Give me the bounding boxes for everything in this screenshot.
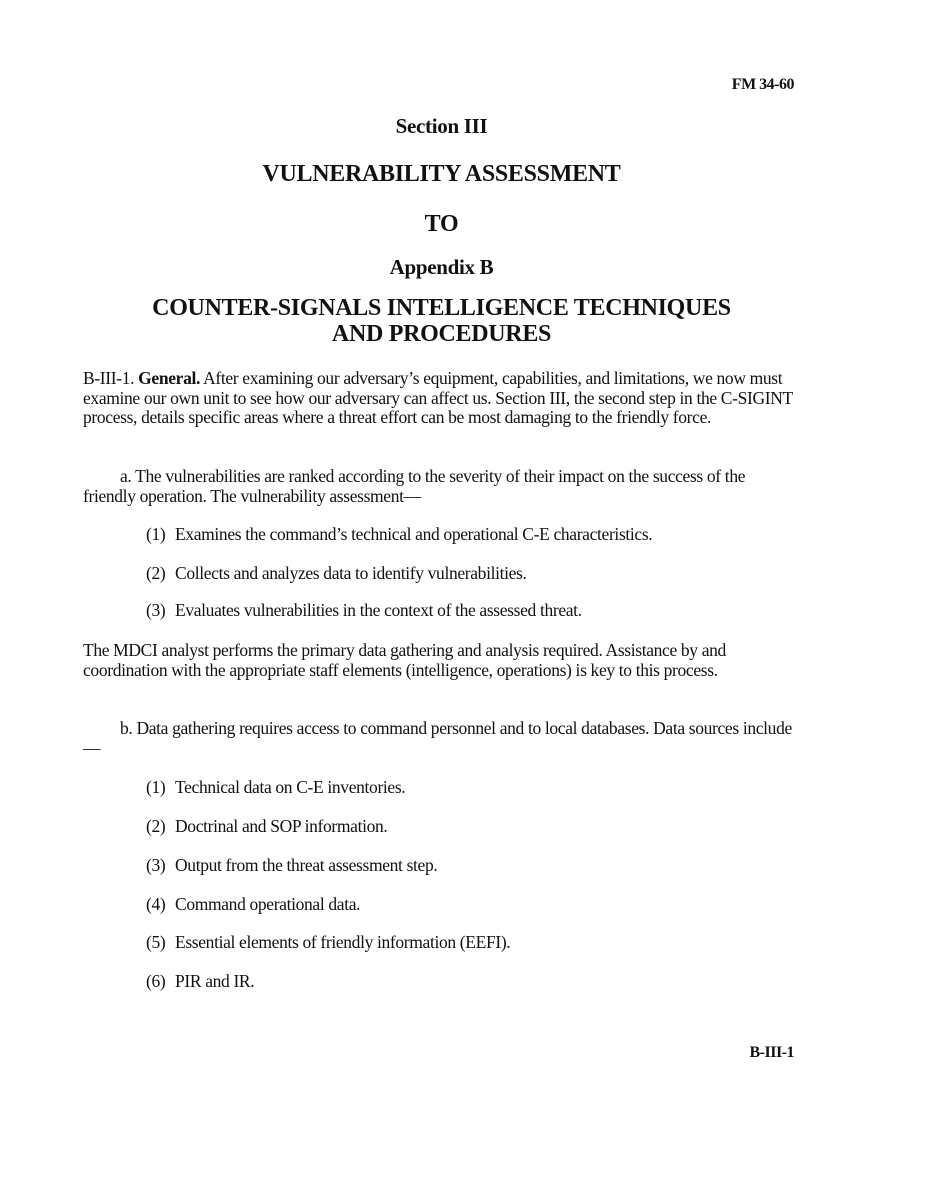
list-item [146, 932, 510, 953]
page-number-footer: B-III-1 [749, 1044, 794, 1061]
list-item [146, 777, 405, 798]
list-item-text: Collects and analyzes data to identify vulnerabilities. [175, 563, 527, 583]
appendix-subject-title: COUNTER-SIGNALS INTELLIGENCE TECHNIQUES AND PROCEDURES [152, 295, 731, 347]
paragraph-text: After examining our adversary’s equipment, capabilities, and limitations, we now must examine our own unit to see how our adversary can affect us. Section III, the second step in the C-SIGINT process, details specific areas where a threat effort can be most damaging to the friendly force. [83, 368, 793, 427]
list-item-text: Output from the threat assessment step. [175, 855, 438, 875]
list-item-number: (3) [146, 600, 166, 620]
general-paragraph [83, 369, 799, 428]
list-item-number: (6) [146, 971, 166, 991]
section-title: Section III [395, 114, 488, 138]
list-item [146, 816, 387, 837]
title-connector: TO [424, 211, 459, 237]
list-item-text: Evaluates vulnerabilities in the context of the assessed threat. [175, 600, 582, 620]
list-item [146, 855, 437, 876]
paragraph-a: a. The vulnerabilities are ranked according to the severity of their impact on the success of the friendly operation. The vulnerability assessment— [83, 466, 746, 506]
main-title: VULNERABILITY ASSESSMENT [262, 161, 621, 187]
paragraph-number: B-III-1. [83, 368, 135, 388]
list-item-number: (3) [146, 855, 166, 875]
list-item-text: Doctrinal and SOP information. [175, 816, 388, 836]
list-item-number: (5) [146, 932, 166, 952]
list-item-number: (4) [146, 894, 166, 914]
list-item [146, 524, 652, 545]
list-item-number: (1) [146, 777, 166, 797]
paragraph-heading: General. [138, 368, 201, 388]
list-item-number: (1) [146, 524, 166, 544]
list-item-text: Essential elements of friendly information (EEFI). [175, 932, 511, 952]
manual-id-header: FM 34-60 [731, 76, 794, 93]
list-item-text: Command operational data. [175, 894, 361, 914]
list-item-text: PIR and IR. [175, 971, 255, 991]
list-item-number: (2) [146, 816, 166, 836]
mdci-paragraph: The MDCI analyst performs the primary data gathering and analysis required. Assistance by and coordination with the appropriate staff elements (intelligence, operations) is key to this process. [83, 640, 726, 680]
list-item-text: Examines the command’s technical and operational C-E characteristics. [175, 524, 653, 544]
paragraph-b: b. Data gathering requires access to command personnel and to local databases. Data sources include— [83, 718, 792, 758]
list-item-number: (2) [146, 563, 166, 583]
list-item [146, 563, 527, 584]
list-item [146, 894, 360, 915]
list-item [146, 600, 582, 621]
list-item-text: Technical data on C-E inventories. [175, 777, 406, 797]
list-item [146, 971, 254, 992]
appendix-title: Appendix B [389, 255, 494, 279]
